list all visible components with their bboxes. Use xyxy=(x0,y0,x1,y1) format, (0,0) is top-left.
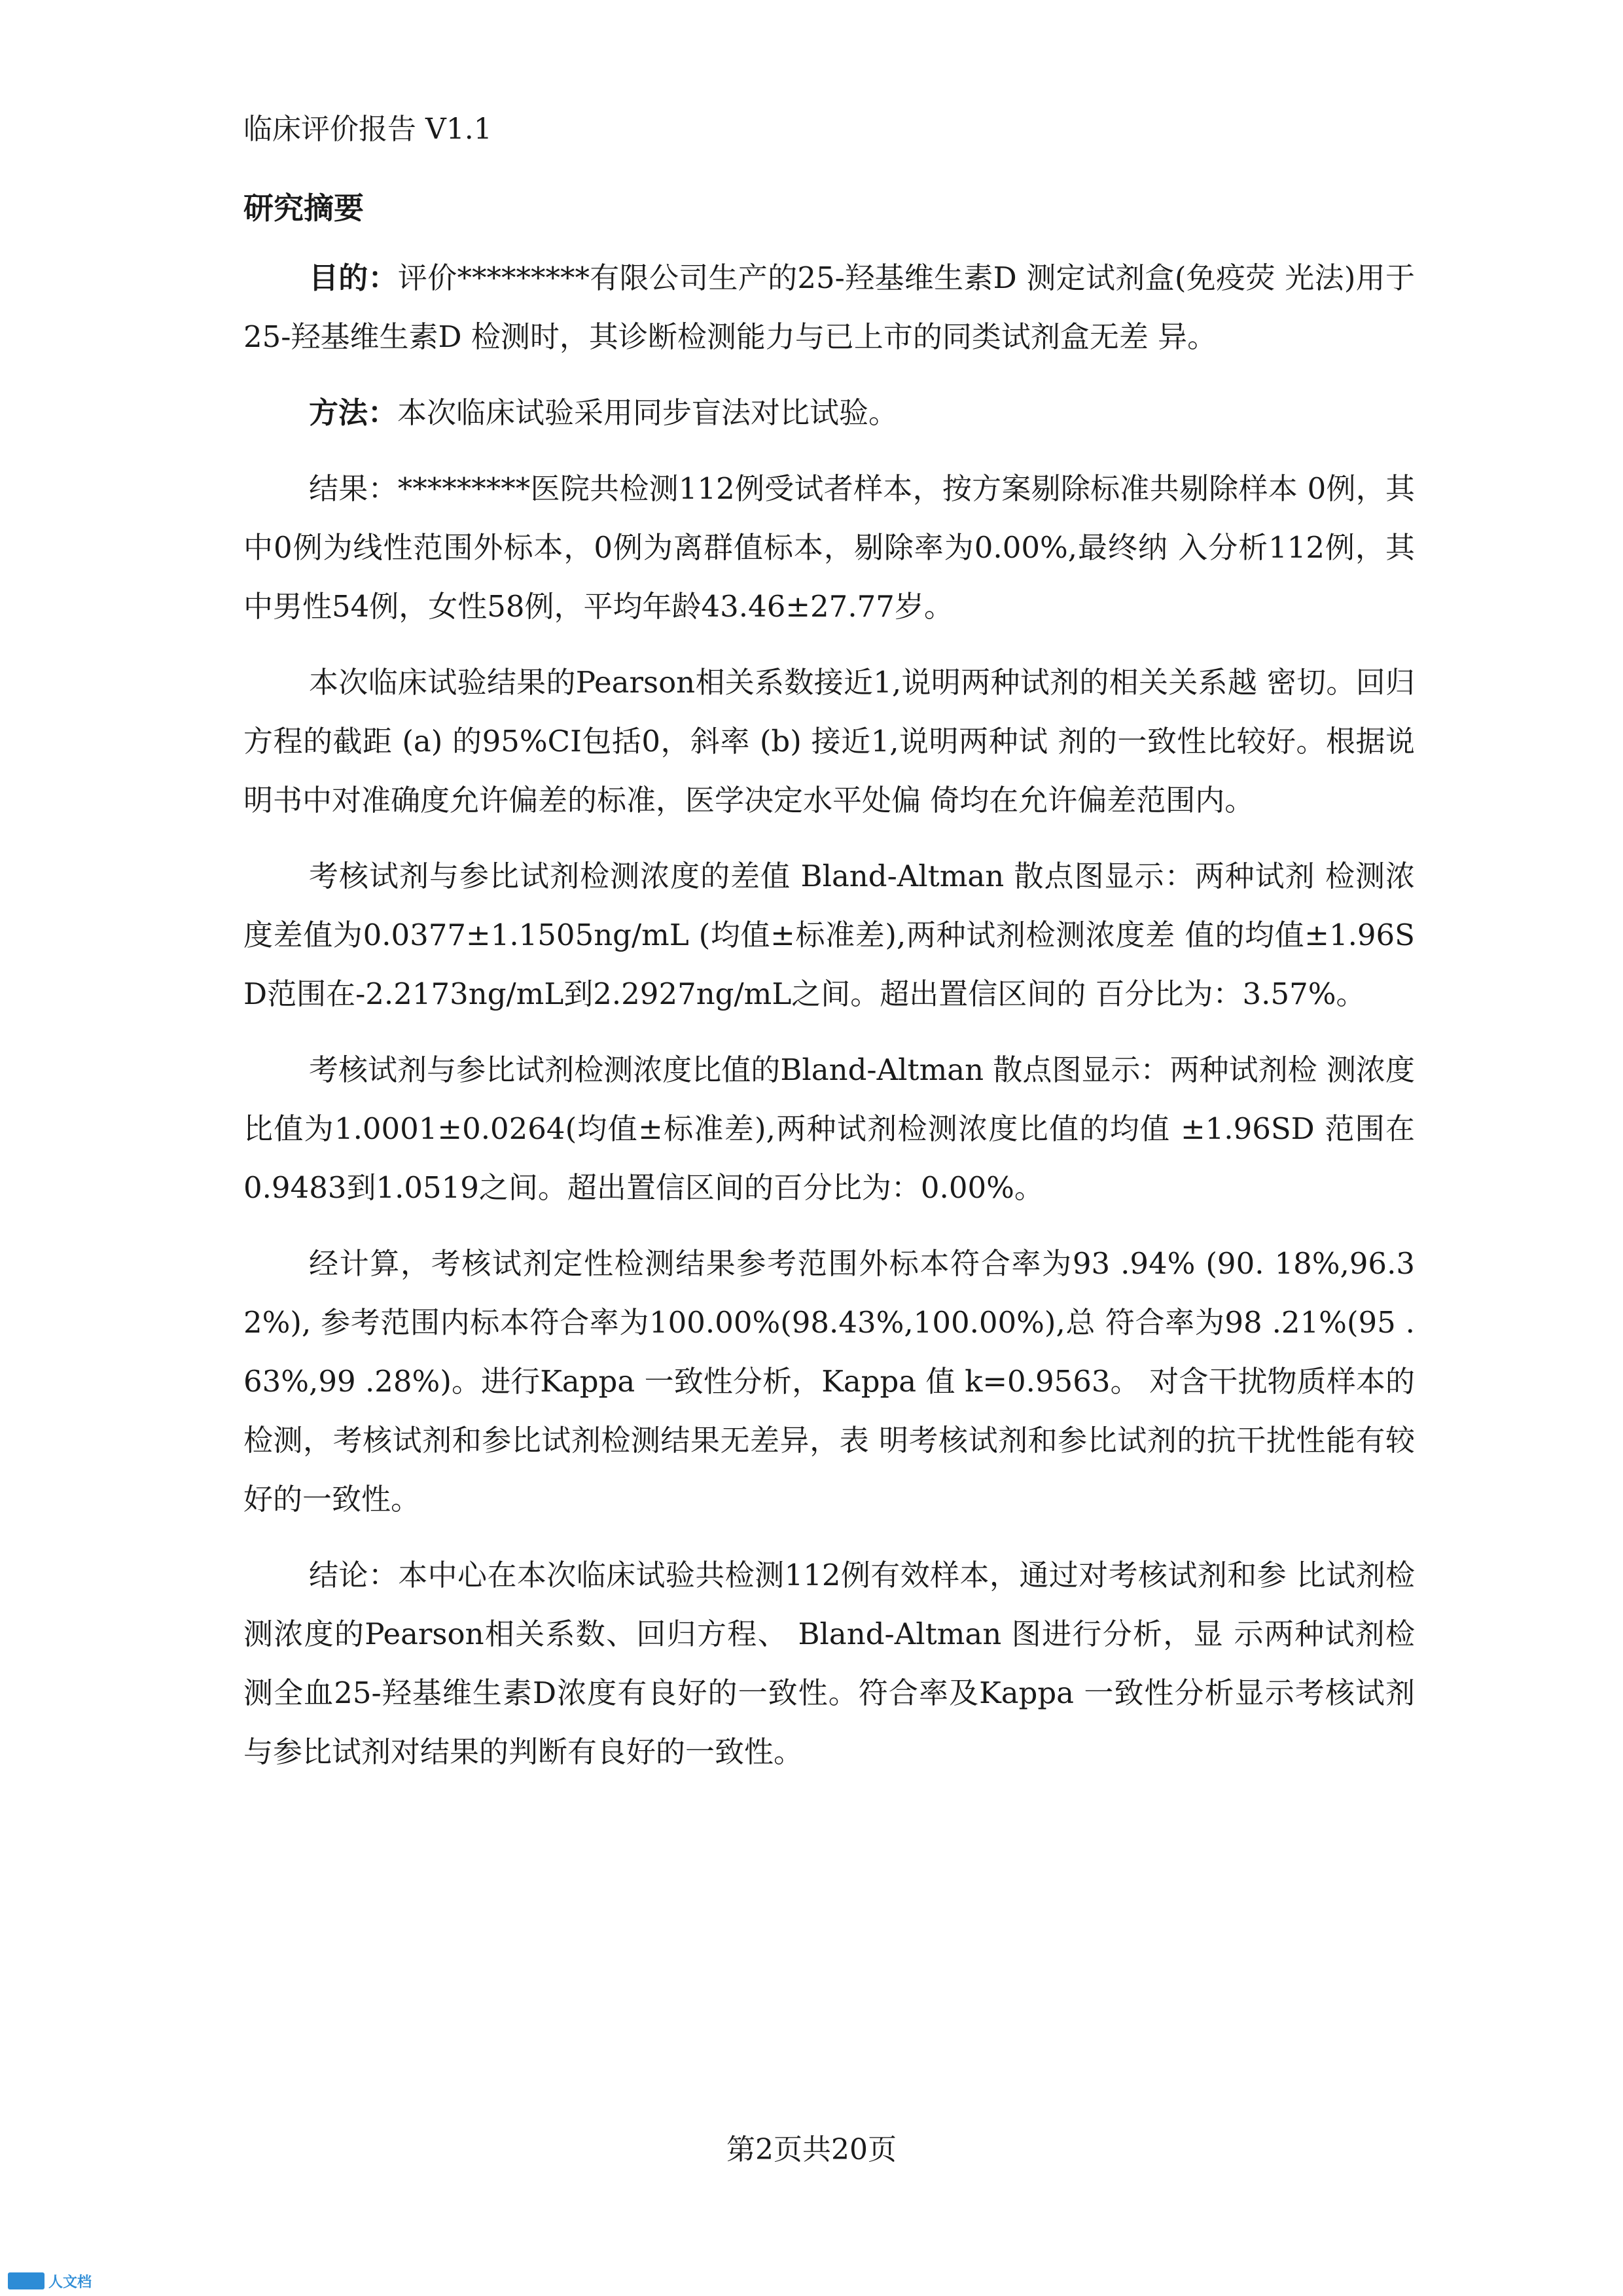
paragraph-text: 本次临床试验采用同步盲法对比试验。 xyxy=(397,395,899,430)
paragraph-bland-altman-ratio xyxy=(243,1041,1415,1217)
paragraph-method xyxy=(243,384,1415,442)
paragraph-objective xyxy=(243,249,1415,367)
paragraph-agreement-rate xyxy=(243,1234,1415,1529)
abstract-body xyxy=(243,249,1415,1799)
paragraph-text: 考核试剂与参比试剂检测浓度的差值 Bland-Altman 散点图显示：两种试剂 检测浓度差值为0.0377±1.1505ng/mL (均值±标准差),两种试剂检测浓度差 值的均值±1.96SD范围在-2.2173ng/mL到2.2927ng/mL之间。超出置信区间的 百分比为：3.57%。 xyxy=(243,859,1415,1011)
paragraph-label: 目的： xyxy=(309,260,398,295)
watermark-logo-icon xyxy=(8,2272,45,2289)
paragraph-text: 本次临床试验结果的Pearson相关系数接近1,说明两种试剂的相关关系越 密切。回归方程的截距 (a) 的95%CI包括0，斜率 (b) 接近1,说明两种试 剂的一致性比较好。根据说明书中对准确度允许偏差的标准，医学决定水平处偏 倚均在允许偏差范围内。 xyxy=(243,665,1415,817)
paragraph-text: 经计算，考核试剂定性检测结果参考范围外标本符合率为93 .94% (90. 18%,96.32%), 参考范围内标本符合率为100.00%(98.43%,100.00%),总 符合率为98 .21%(95 .63%,99 .28%)。进行Kappa 一致性分析，Kappa 值 k=0.9563。 对含干扰物质样本的检测，考核试剂和参比试剂检测结果无差异，表 明考核试剂和参比试剂的抗干扰性能有较好的一致性。 xyxy=(243,1246,1415,1516)
paragraph-pearson xyxy=(243,653,1415,830)
paragraph-results xyxy=(243,459,1415,636)
paragraph-text: 考核试剂与参比试剂检测浓度比值的Bland-Altman 散点图显示：两种试剂检 测浓度比值为1.0001±0.0264(均值±标准差),两种试剂检测浓度比值的均值 ±1.96SD 范围在0.9483到1.0519之间。超出置信区间的百分比为：0.00%。 xyxy=(243,1052,1415,1205)
report-header-title: 临床评价报告 V1.1 xyxy=(243,113,492,146)
paragraph-text: 结论：本中心在本次临床试验共检测112例有效样本，通过对考核试剂和参 比试剂检测浓度的Pearson相关系数、回归方程、 Bland-Altman 图进行分析，显 示两种试剂检测全血25-羟基维生素D浓度有良好的一致性。符合率及Kappa 一致性分析显示考核试剂与参比试剂对结果的判断有良好的一致性。 xyxy=(243,1558,1415,1769)
paragraph-text: 结果：*********医院共检测112例受试者样本，按方案剔除标准共剔除样本 0例，其中0例为线性范围外标本，0例为离群值标本，剔除率为0.00%,最终纳 入分析112例，其中男性54例，女性58例，平均年龄43.46±27.77岁。 xyxy=(243,471,1415,624)
watermark-text: 人文档 xyxy=(48,2274,92,2291)
paragraph-text: 评价*********有限公司生产的25-羟基维生素D 测定试剂盒(免疫荧 光法)用于25-羟基维生素D 检测时，其诊断检测能力与已上市的同类试剂盒无差 异。 xyxy=(243,260,1415,354)
page-number: 第2页共20页 xyxy=(726,2133,897,2166)
watermark-logo xyxy=(8,2271,92,2291)
paragraph-conclusion xyxy=(243,1546,1415,1782)
paragraph-bland-altman-difference xyxy=(243,847,1415,1024)
paragraph-label: 方法： xyxy=(309,395,398,430)
section-title: 研究摘要 xyxy=(243,190,364,226)
